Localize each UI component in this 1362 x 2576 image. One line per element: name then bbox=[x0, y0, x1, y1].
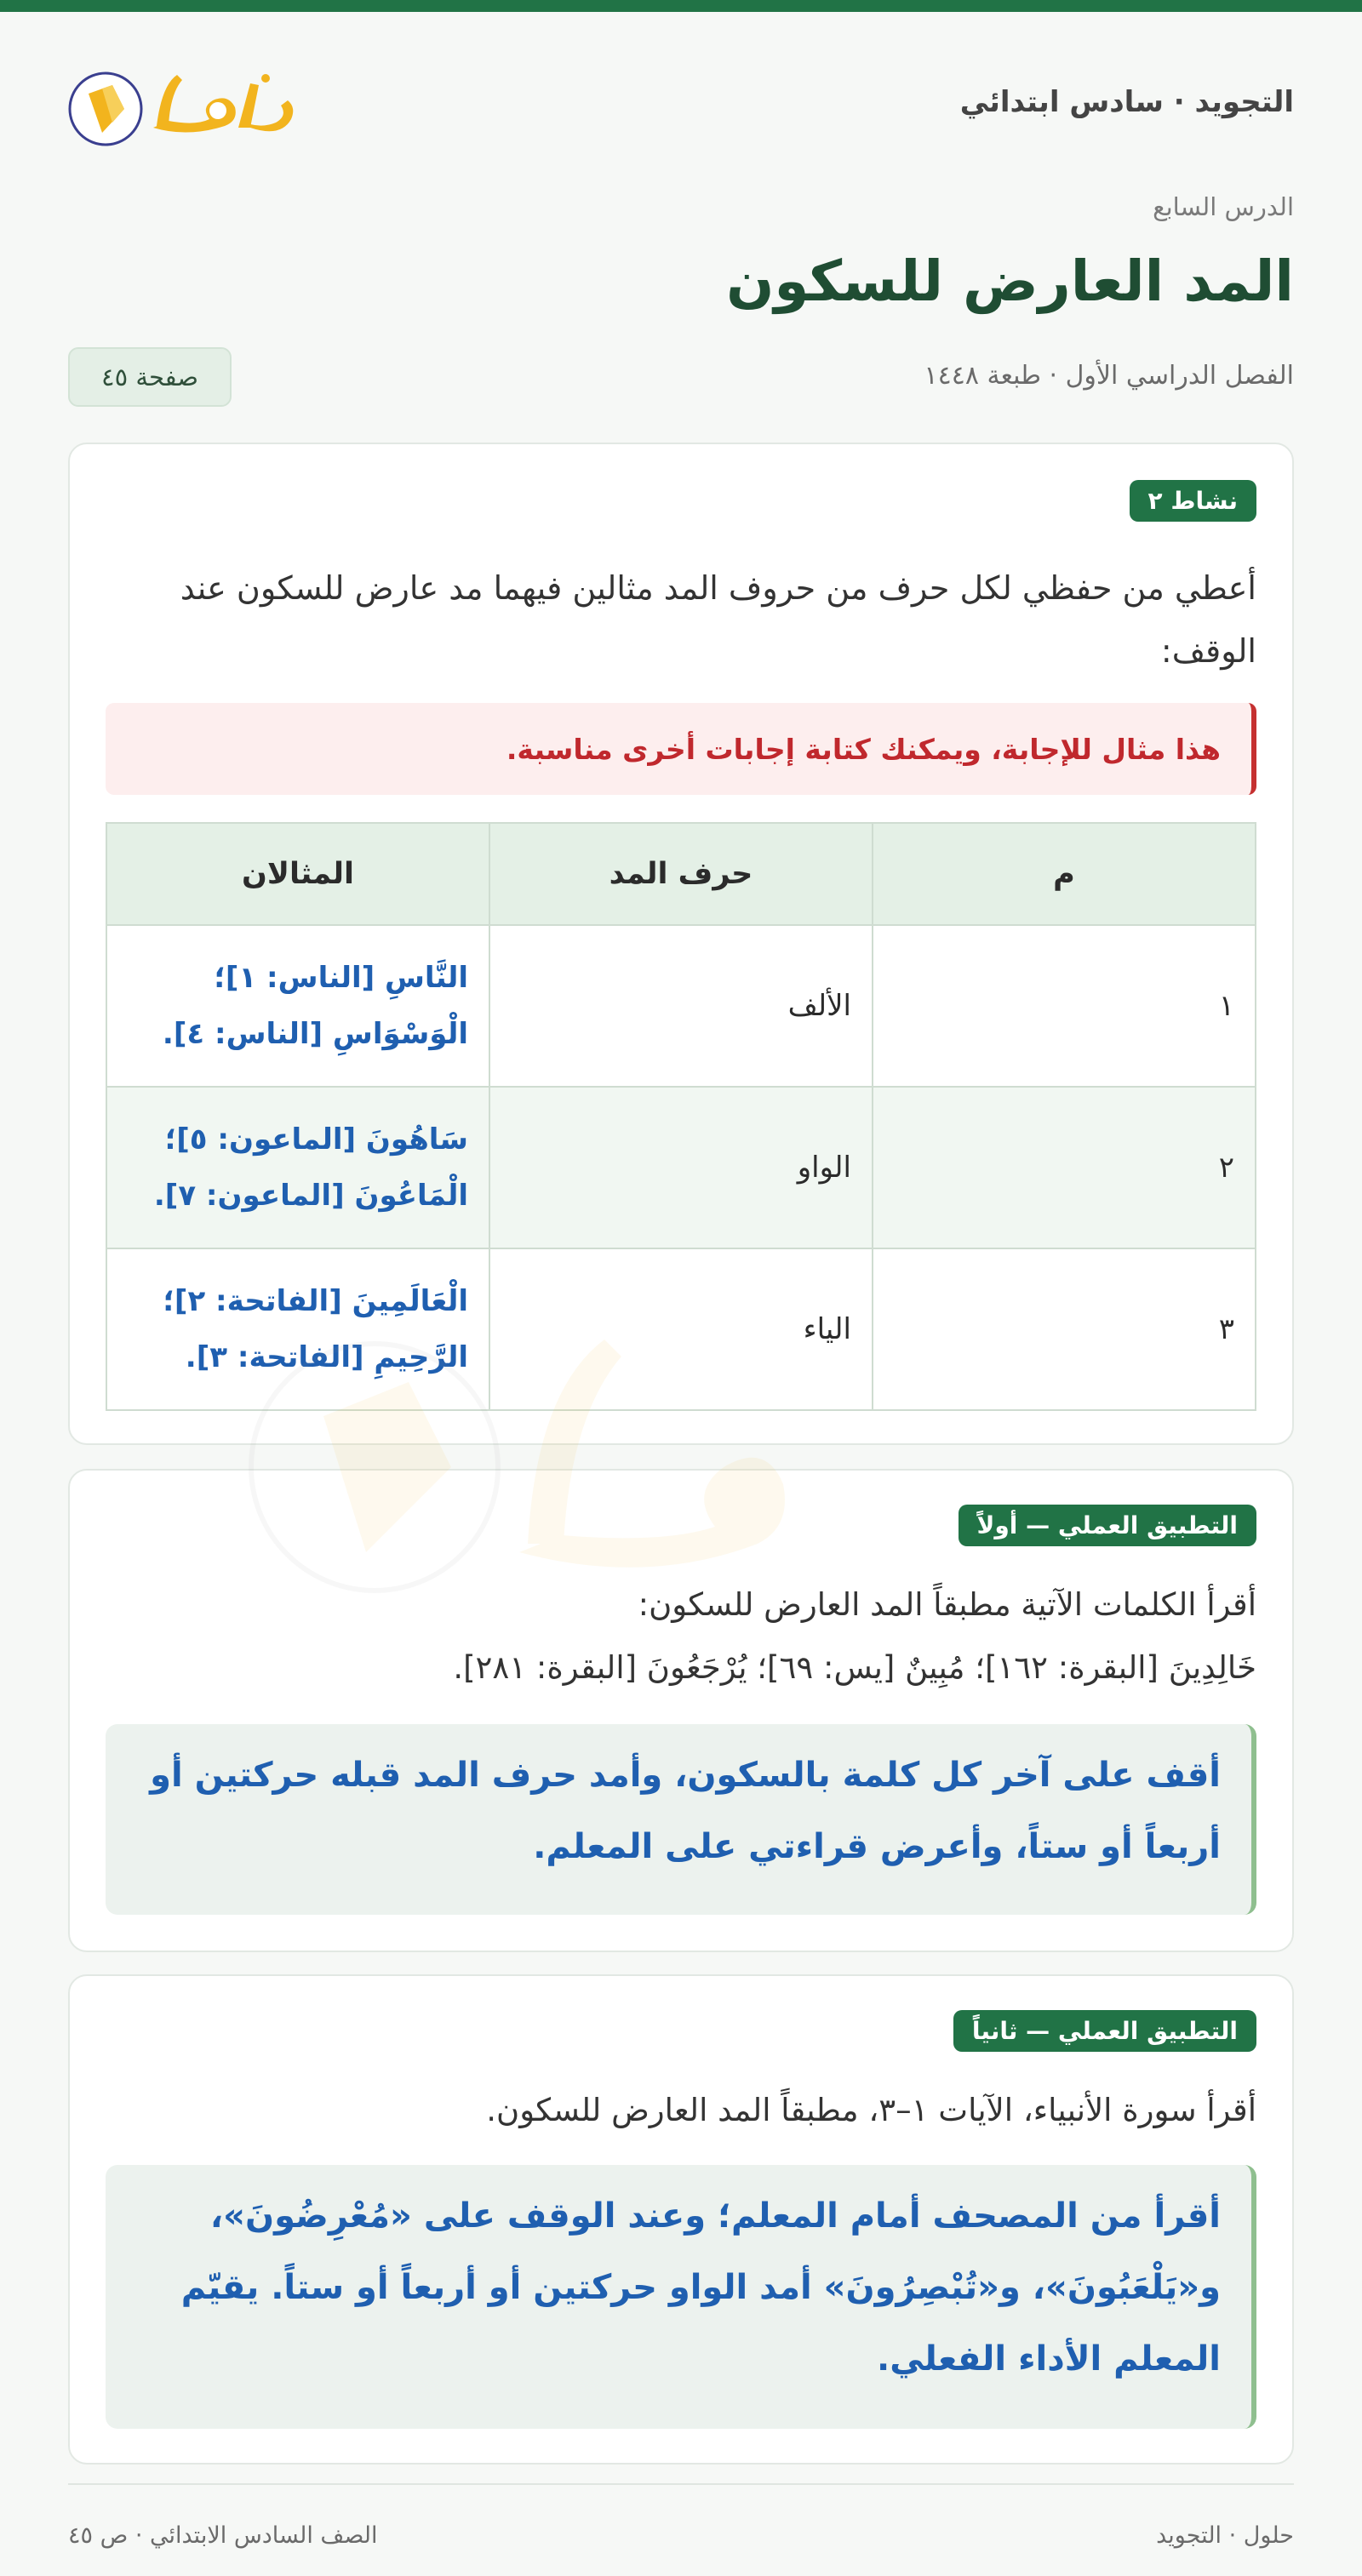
footer-divider bbox=[68, 2483, 1294, 2485]
practice-second-instruction: أقرأ سورة الأنبياء، الآيات ١–٣، مطبقاً المد العارض للسكون. bbox=[486, 2092, 1256, 2128]
answer-note: هذا مثال للإجابة، ويمكنك كتابة إجابات أخرى مناسبة. bbox=[106, 703, 1256, 795]
top-accent-bar bbox=[0, 0, 1362, 12]
row-number: ٣ bbox=[873, 1248, 1256, 1410]
page-header bbox=[68, 12, 1294, 191]
table-header-row bbox=[106, 823, 1256, 925]
activity-badge: نشاط ٢ bbox=[1130, 480, 1256, 522]
page bbox=[68, 12, 1294, 2549]
madd-letter: الياء bbox=[489, 1248, 873, 1410]
practice-second-badge: التطبيق العملي — ثانياً bbox=[953, 2010, 1256, 2052]
lesson-number: الدرس السابع bbox=[1153, 192, 1294, 221]
subject-title: التجويد · سادس ابتدائي bbox=[959, 85, 1294, 119]
row-number: ٢ bbox=[873, 1087, 1256, 1248]
term-info: الفصل الدراسي الأول · طبعة ١٤٤٨ bbox=[924, 361, 1294, 391]
practice-second-answer: أقرأ من المصحف أمام المعلم؛ وعند الوقف على «مُعْرِضُونَ»، و«يَلْعَبُونَ»، و«تُبْصِرُونَ» أمد الواو حركتين أو أربعاً أو ستاً. يقيّم المعلم الأداء الفعلي. bbox=[106, 2165, 1256, 2429]
practice-first-words: خَالِدِينَ [البقرة: ١٦٢]؛ مُبِينٌ [يس: ٦٩]؛ يُرْجَعُونَ [البقرة: ٢٨١]. bbox=[453, 1649, 1256, 1686]
practice-second-card bbox=[68, 1974, 1294, 2465]
madd-letter: الألف bbox=[489, 925, 873, 1087]
table-row bbox=[106, 925, 1256, 1087]
lesson-title: المد العارض للسكون bbox=[726, 248, 1294, 314]
table-row bbox=[106, 1087, 1256, 1248]
examples-cell: سَاهُونَ [الماعون: ٥]؛ الْمَاعُونَ [الماعون: ٧]. bbox=[106, 1087, 489, 1248]
column-header: حرف المد bbox=[489, 823, 873, 925]
examples-cell: الْعَالَمِينَ [الفاتحة: ٢]؛ الرَّحِيمِ [الفاتحة: ٣]. bbox=[106, 1248, 489, 1410]
practice-first-answer: أقف على آخر كل كلمة بالسكون، وأمد حرف المد قبله حركتين أو أربعاً أو ستاً، وأعرض قراءتي على المعلم. bbox=[106, 1724, 1256, 1915]
hulool-logo-icon bbox=[68, 60, 315, 153]
answers-table bbox=[106, 822, 1256, 1411]
page-number-badge: صفحة ٤٥ bbox=[68, 347, 232, 407]
practice-first-badge: التطبيق العملي — أولاً bbox=[959, 1505, 1256, 1546]
madd-letter: الواو bbox=[489, 1087, 873, 1248]
footer-brand: حلول · التجويد bbox=[1156, 2522, 1294, 2549]
examples-cell: النَّاسِ [الناس: ١]؛ الْوَسْوَاسِ [الناس: ٤]. bbox=[106, 925, 489, 1087]
column-header: م bbox=[873, 823, 1256, 925]
column-header: المثالان bbox=[106, 823, 489, 925]
practice-first-card bbox=[68, 1469, 1294, 1952]
footer-page-info: الصف السادس الابتدائي · ص ٤٥ bbox=[68, 2522, 378, 2549]
practice-first-instruction: أقرأ الكلمات الآتية مطبقاً المد العارض للسكون: bbox=[638, 1586, 1256, 1623]
table-row bbox=[106, 1248, 1256, 1410]
activity-card bbox=[68, 443, 1294, 1445]
activity-prompt: أعطي من حفظي لكل حرف من حروف المد مثالين فيهما مد عارض للسكون عند الوقف: bbox=[180, 569, 1256, 670]
row-number: ١ bbox=[873, 925, 1256, 1087]
